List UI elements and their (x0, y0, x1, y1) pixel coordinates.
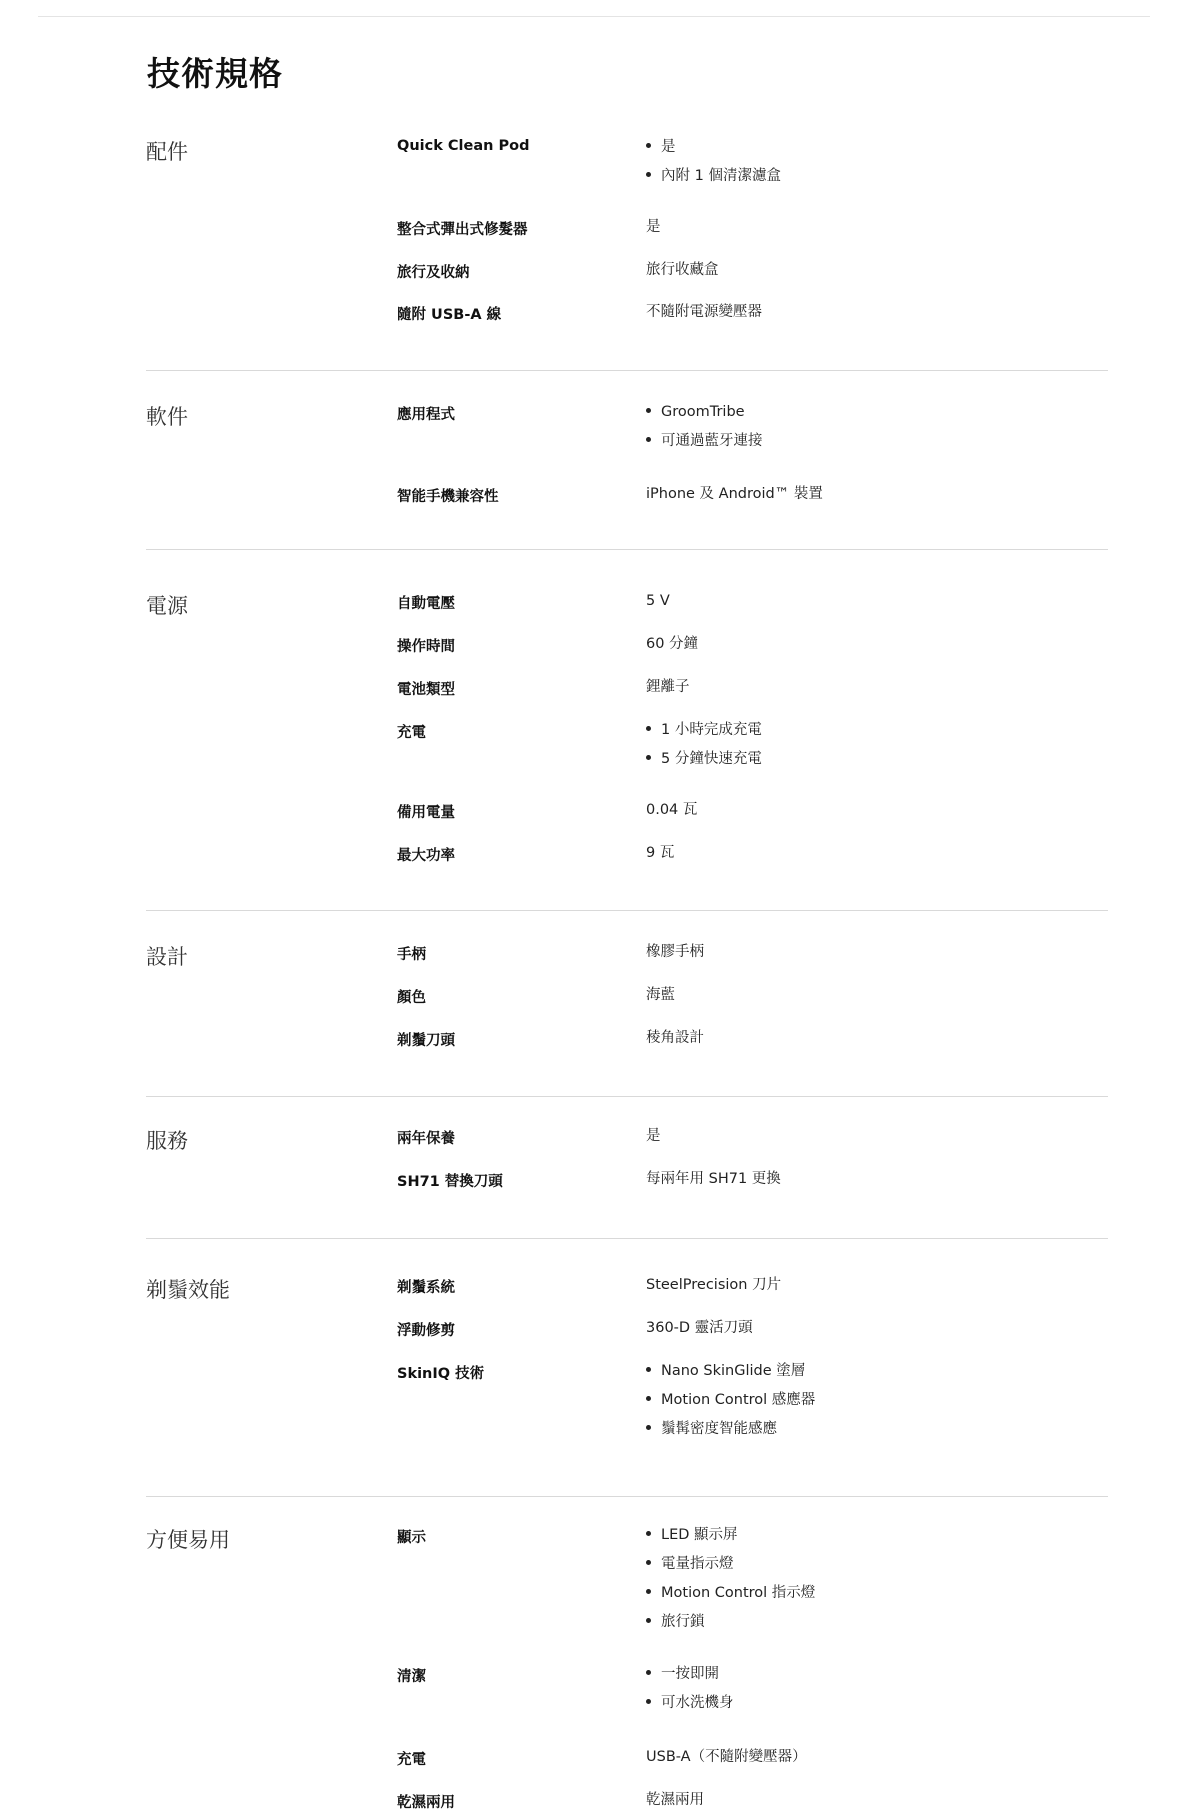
spec-value (646, 260, 719, 289)
spec-value-text: SteelPrecision 刀片 (646, 1277, 782, 1293)
spec-value (646, 1747, 807, 1776)
spec-value (646, 302, 762, 331)
spec-label: 最大功率 (397, 848, 455, 864)
spec-value (646, 843, 674, 872)
spec-value-text: 60 分鐘 (646, 636, 699, 652)
section-divider (146, 1238, 1108, 1239)
spec-label: SH71 替換刀頭 (397, 1174, 503, 1190)
spec-label: 操作時間 (397, 639, 455, 655)
spec-bullet-item: LED 顯示屏 (646, 1525, 815, 1554)
spec-value (646, 1361, 815, 1448)
spec-label: 兩年保養 (397, 1131, 455, 1147)
spec-bullet-item: 5 分鐘快速充電 (646, 749, 762, 778)
spec-value (646, 1126, 661, 1155)
spec-value (646, 217, 661, 246)
section-divider (146, 1096, 1108, 1097)
spec-value (646, 634, 698, 663)
page-title: 技術規格 (147, 54, 283, 93)
spec-bullet-item: 電量指示燈 (646, 1554, 815, 1583)
spec-bullet-item: 旅行鎖 (646, 1612, 815, 1641)
spec-label: 旅行及收納 (397, 265, 470, 281)
section-divider (146, 370, 1108, 371)
section-title: 設計 (146, 945, 188, 969)
spec-value-text: 稜角設計 (646, 1030, 704, 1046)
spec-value (646, 677, 690, 706)
spec-value-text: 不隨附電源變壓器 (646, 304, 762, 320)
spec-value-text: 每兩年用 SH71 更換 (646, 1171, 781, 1187)
spec-bullet-item: Motion Control 指示燈 (646, 1583, 815, 1612)
spec-bullet-item: 內附 1 個清潔濾盒 (646, 166, 781, 195)
spec-bullet-item: 一按即開 (646, 1664, 734, 1693)
spec-value (646, 1525, 815, 1641)
spec-bullet-item: 鬚髯密度智能感應 (646, 1419, 815, 1448)
section-divider (146, 910, 1108, 911)
section-title: 軟件 (146, 405, 188, 429)
spec-value-text: 橡膠手柄 (646, 944, 704, 960)
spec-label: 剃鬚系統 (397, 1280, 455, 1296)
spec-label: 智能手機兼容性 (397, 489, 499, 505)
spec-label: SkinIQ 技術 (397, 1366, 485, 1382)
spec-value (646, 1169, 781, 1198)
section-title: 配件 (146, 140, 188, 164)
spec-label: 顏色 (397, 990, 426, 1006)
spec-value-text: 0.04 瓦 (646, 802, 698, 818)
section-title: 服務 (146, 1129, 188, 1153)
spec-bullet-item: 可通過藍牙連接 (646, 431, 763, 460)
spec-label: 自動電壓 (397, 596, 455, 612)
spec-value (646, 942, 704, 971)
spec-value (646, 484, 823, 513)
spec-label: 乾濕兩用 (397, 1795, 455, 1811)
spec-value (646, 1790, 704, 1816)
spec-value (646, 720, 762, 778)
spec-bullet-item: 可水洗機身 (646, 1693, 734, 1722)
spec-value (646, 1275, 781, 1304)
section-divider (146, 1496, 1108, 1497)
spec-label: 電池類型 (397, 682, 455, 698)
spec-label: 顯示 (397, 1530, 426, 1546)
spec-value-text: USB-A（不隨附變壓器） (646, 1749, 807, 1765)
spec-value-text: 360-D 靈活刀頭 (646, 1320, 753, 1336)
spec-label: 充電 (397, 725, 426, 741)
spec-value (646, 1318, 753, 1347)
section-title: 電源 (146, 594, 188, 618)
spec-value-text: 旅行收藏盒 (646, 262, 719, 278)
spec-label: 手柄 (397, 947, 426, 963)
spec-label: 備用電量 (397, 805, 455, 821)
top-divider (38, 16, 1150, 17)
spec-value-text: 是 (646, 219, 661, 235)
section-title: 剃鬚效能 (146, 1278, 230, 1302)
spec-label: 應用程式 (397, 407, 455, 423)
spec-value-text: 是 (646, 1128, 661, 1144)
section-divider (146, 549, 1108, 550)
spec-value (646, 402, 763, 460)
spec-value-text: 海藍 (646, 987, 675, 1003)
spec-bullet-item: 1 小時完成充電 (646, 720, 762, 749)
spec-value-text: iPhone 及 Android™ 裝置 (646, 486, 823, 502)
spec-value (646, 591, 670, 620)
spec-value (646, 800, 697, 829)
spec-label: 整合式彈出式修髮器 (397, 222, 528, 238)
spec-value (646, 1664, 734, 1722)
spec-label: 浮動修剪 (397, 1323, 455, 1339)
section-title: 方便易用 (146, 1528, 230, 1552)
spec-value (646, 1028, 704, 1057)
spec-label: 清潔 (397, 1669, 426, 1685)
spec-value (646, 985, 675, 1014)
spec-label: 剃鬚刀頭 (397, 1033, 455, 1049)
spec-value-text: 乾濕兩用 (646, 1792, 704, 1808)
spec-label: 充電 (397, 1752, 426, 1768)
spec-value-text: 鋰離子 (646, 679, 690, 695)
spec-bullet-item: Nano SkinGlide 塗層 (646, 1361, 815, 1390)
spec-bullet-item: 是 (646, 137, 781, 166)
spec-value-text: 5 V (646, 593, 670, 609)
spec-value-text: 9 瓦 (646, 845, 675, 861)
spec-value (646, 137, 781, 195)
spec-label: Quick Clean Pod (397, 138, 530, 154)
spec-bullet-item: Motion Control 感應器 (646, 1390, 815, 1419)
spec-bullet-item: GroomTribe (646, 402, 763, 431)
spec-label: 隨附 USB-A 線 (397, 307, 502, 323)
